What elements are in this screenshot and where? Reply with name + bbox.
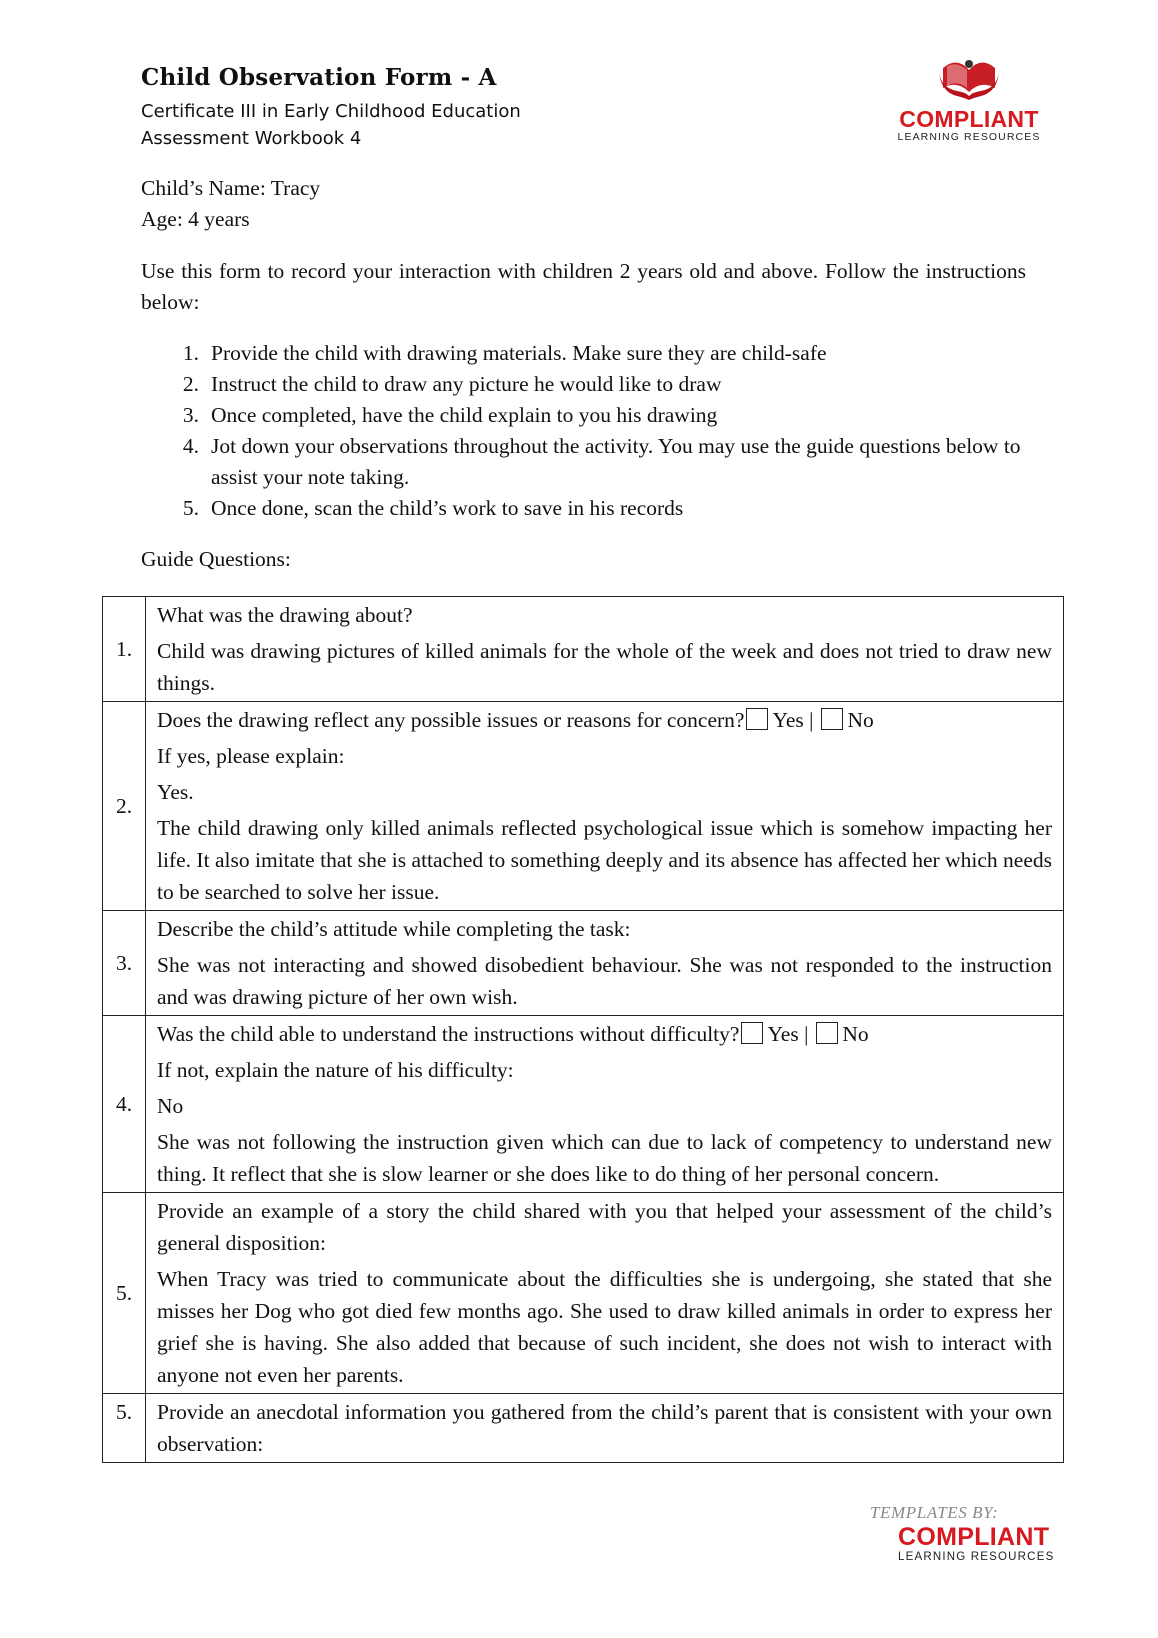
footer-tagline: LEARNING RESOURCES	[898, 1551, 1055, 1563]
row-number: 1.	[103, 597, 146, 702]
question-cell	[146, 1193, 1064, 1394]
table-row	[103, 702, 1064, 911]
row-number: 3.	[103, 911, 146, 1016]
table-row	[103, 911, 1064, 1016]
answer-short[interactable]: Yes.	[157, 780, 194, 804]
table-row	[103, 597, 1064, 702]
compliant-logo	[895, 58, 1043, 143]
logo-tagline: LEARNING RESOURCES	[897, 131, 1041, 143]
question-cell	[146, 1016, 1064, 1193]
instruction-list	[141, 338, 1031, 524]
question-text: Provide an example of a story the child shared with you that helped your assessment of the child’s general disposition:	[157, 1199, 1052, 1255]
footer-wordmark: COMPLIANT	[898, 1523, 1050, 1551]
list-item: 3. Once completed, have the child explain to you his drawing	[182, 403, 718, 427]
list-item: 2. Instruct the child to draw any picture he would like to draw	[182, 372, 722, 396]
workbook-name: Assessment Workbook 4	[141, 128, 362, 149]
guide-heading: Guide Questions:	[141, 547, 291, 571]
row-number: 2.	[103, 702, 146, 911]
question-text: What was the drawing about?	[157, 603, 413, 627]
list-item: 4. Jot down your observations throughout the activity. You may use the guide questions below to assist your note taking.	[182, 434, 1021, 489]
intro-paragraph: Use this form to record your interaction with children 2 years old and above. Follow the instructions below:	[141, 259, 1026, 314]
list-item: 5. Once done, scan the child’s work to save in his records	[182, 496, 684, 520]
child-age: Age: 4 years	[141, 207, 250, 231]
form-subtitle	[141, 98, 521, 152]
logo-wordmark: COMPLIANT	[899, 106, 1039, 132]
question-cell	[146, 1394, 1064, 1463]
yes-checkbox[interactable]	[741, 1022, 763, 1044]
row-number: 5.	[103, 1394, 146, 1463]
question-text: Was the child able to understand the instructions without difficulty? Yes | No	[157, 1022, 869, 1046]
templates-by-label: TEMPLATES BY:	[870, 1503, 999, 1522]
child-info	[141, 173, 1026, 235]
answer-text[interactable]: Child was drawing pictures of killed animals for the whole of the week and does not tried to draw new things.	[157, 639, 1052, 695]
footer-logo	[870, 1503, 1070, 1563]
followup-text: If yes, please explain:	[157, 744, 345, 768]
answer-text[interactable]: When Tracy was tried to communicate about the difficulties she is undergoing, she stated that she misses her Dog who got died few months ago. She used to draw killed animals in order to express her grief she is having. She also added that because of such incident, she does not wish to interact with anyone not even her parents.	[157, 1267, 1052, 1387]
row-number: 4.	[103, 1016, 146, 1193]
no-label: No	[842, 1022, 869, 1046]
child-name: Child’s Name: Tracy	[141, 176, 321, 200]
question-text: Describe the child’s attitude while completing the task:	[157, 917, 631, 941]
no-checkbox[interactable]	[816, 1022, 838, 1044]
yes-label: Yes |	[772, 708, 814, 732]
no-label: No	[847, 708, 874, 732]
answer-short[interactable]: No	[157, 1094, 184, 1118]
no-checkbox[interactable]	[821, 708, 843, 730]
row-number: 5.	[103, 1193, 146, 1394]
table-row	[103, 1193, 1064, 1394]
yes-label: Yes |	[767, 1022, 809, 1046]
answer-text[interactable]: She was not interacting and showed disobedient behaviour. She was not responded to the instruction and was drawing picture of her own wish.	[157, 953, 1052, 1009]
list-item: 1. Provide the child with drawing materials. Make sure they are child-safe	[182, 341, 827, 365]
table-row	[103, 1016, 1064, 1193]
yes-checkbox[interactable]	[746, 708, 768, 730]
book-logo-icon	[937, 58, 1001, 102]
question-text: Does the drawing reflect any possible issues or reasons for concern? Yes | No	[157, 708, 874, 732]
answer-text[interactable]: She was not following the instruction given which can due to lack of competency to understand new thing. It reflect that she is slow learner or she does like to do thing of her personal concern.	[157, 1130, 1052, 1186]
followup-text: If not, explain the nature of his difficulty:	[157, 1058, 514, 1082]
answer-text[interactable]: The child drawing only killed animals reflected psychological issue which is somehow impacting her life. It also imitate that she is attached to something deeply and its absence has affected her which needs to be searched to solve her issue.	[157, 816, 1052, 904]
question-text: Provide an anecdotal information you gathered from the child’s parent that is consistent with your own observation:	[157, 1400, 1052, 1456]
question-cell	[146, 702, 1064, 911]
question-cell	[146, 911, 1064, 1016]
course-name: Certificate III in Early Childhood Education	[141, 101, 521, 122]
question-cell	[146, 597, 1064, 702]
table-row	[103, 1394, 1064, 1463]
guide-questions-table	[102, 596, 1064, 1463]
form-title: Child Observation Form - A	[141, 64, 497, 91]
